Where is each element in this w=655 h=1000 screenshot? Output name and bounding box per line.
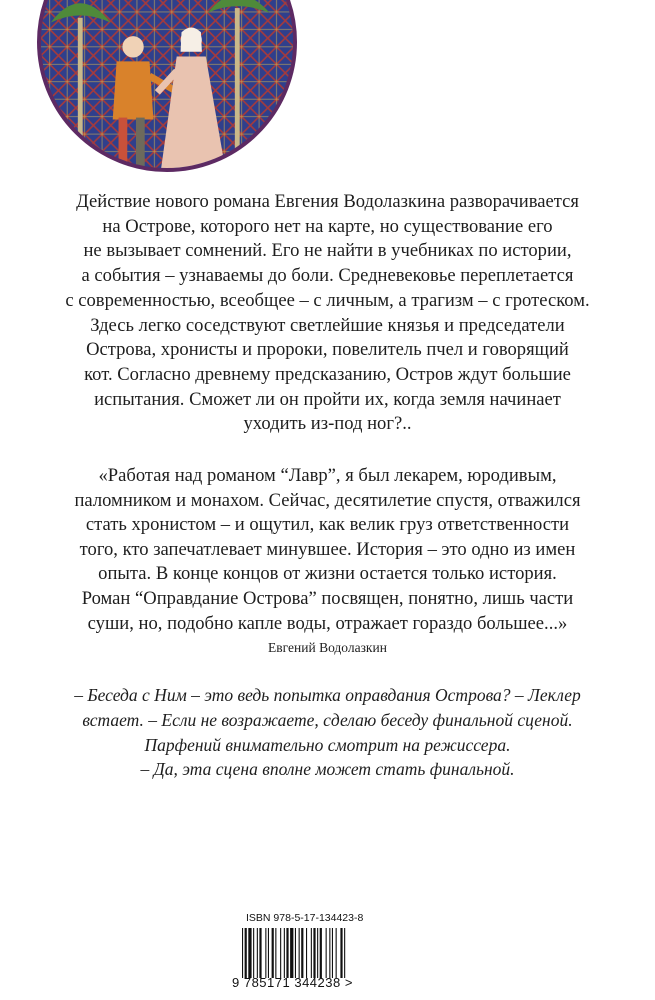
quote-line: опыта. В конце концов от жизни остается только история. [98,563,557,585]
quote-line: Роман “Оправдание Острова” посвящен, понятно, лишь части [81,587,574,609]
description-line: не вызывает сомнений. Его не найти в учебниках по истории, [83,240,572,262]
description-line: с современностью, всеобщее – с личным, а трагизм – с гротеском. [65,289,590,311]
medieval-miniature-couple-illustration-icon [41,0,293,168]
description-line: Здесь легко соседствуют светлейшие князья и председатели [90,314,565,336]
isbn-digits: 9 785171 344238 > [232,975,353,990]
excerpt-line: встает. – Если не возражаете, сделаю беседу финальной сценой. [82,709,573,730]
description-line: Действие нового романа Евгения Водолазкина разворачивается [76,191,579,212]
quote-author: Евгений Водолазкин [268,640,387,656]
book-description [0,190,655,437]
quote-line: паломником и монахом. Сейчас, десятилетие спустя, отважился [74,489,581,511]
quote-line: суши, но, подобно капле воды, отражает гораздо большее...» [87,612,568,634]
isbn-label: ISBN 978-5-17-134423-8 [246,912,364,924]
excerpt-line: Парфений внимательно смотрит на режиссера. [144,734,511,755]
excerpt-line: – Беседа с Ним – это ведь попытка оправдания Острова? – Леклер [74,685,581,705]
description-line: Острова, хронисты и пророки, повелитель пчел и говорящий [86,339,569,361]
book-excerpt [0,683,655,782]
barcode-icon [240,928,400,978]
quote-line: «Работая над романом “Лавр”, я был лекарем, юродивым, [98,465,557,486]
cover-illustration-medallion [37,0,297,172]
quote-line: стать хронистом – и ощутил, как велик груз ответственности [85,514,570,536]
description-line: кот. Согласно древнему предсказанию, Остров ждут большие [84,363,571,385]
description-line: на Острове, которого нет на карте, но существование его [102,215,553,237]
description-line: уходить из-под ног?.. [243,413,412,435]
author-quote [0,464,655,658]
description-line: а события – узнаваемы до боли. Средневековье переплетается [81,265,574,287]
excerpt-line: – Да, эта сцена вполне может стать финальной. [140,759,515,780]
quote-line: того, кто запечатлевает минувшее. История – это одно из имен [79,538,576,560]
description-line: испытания. Сможет ли он пройти их, когда земля начинает [94,388,561,410]
